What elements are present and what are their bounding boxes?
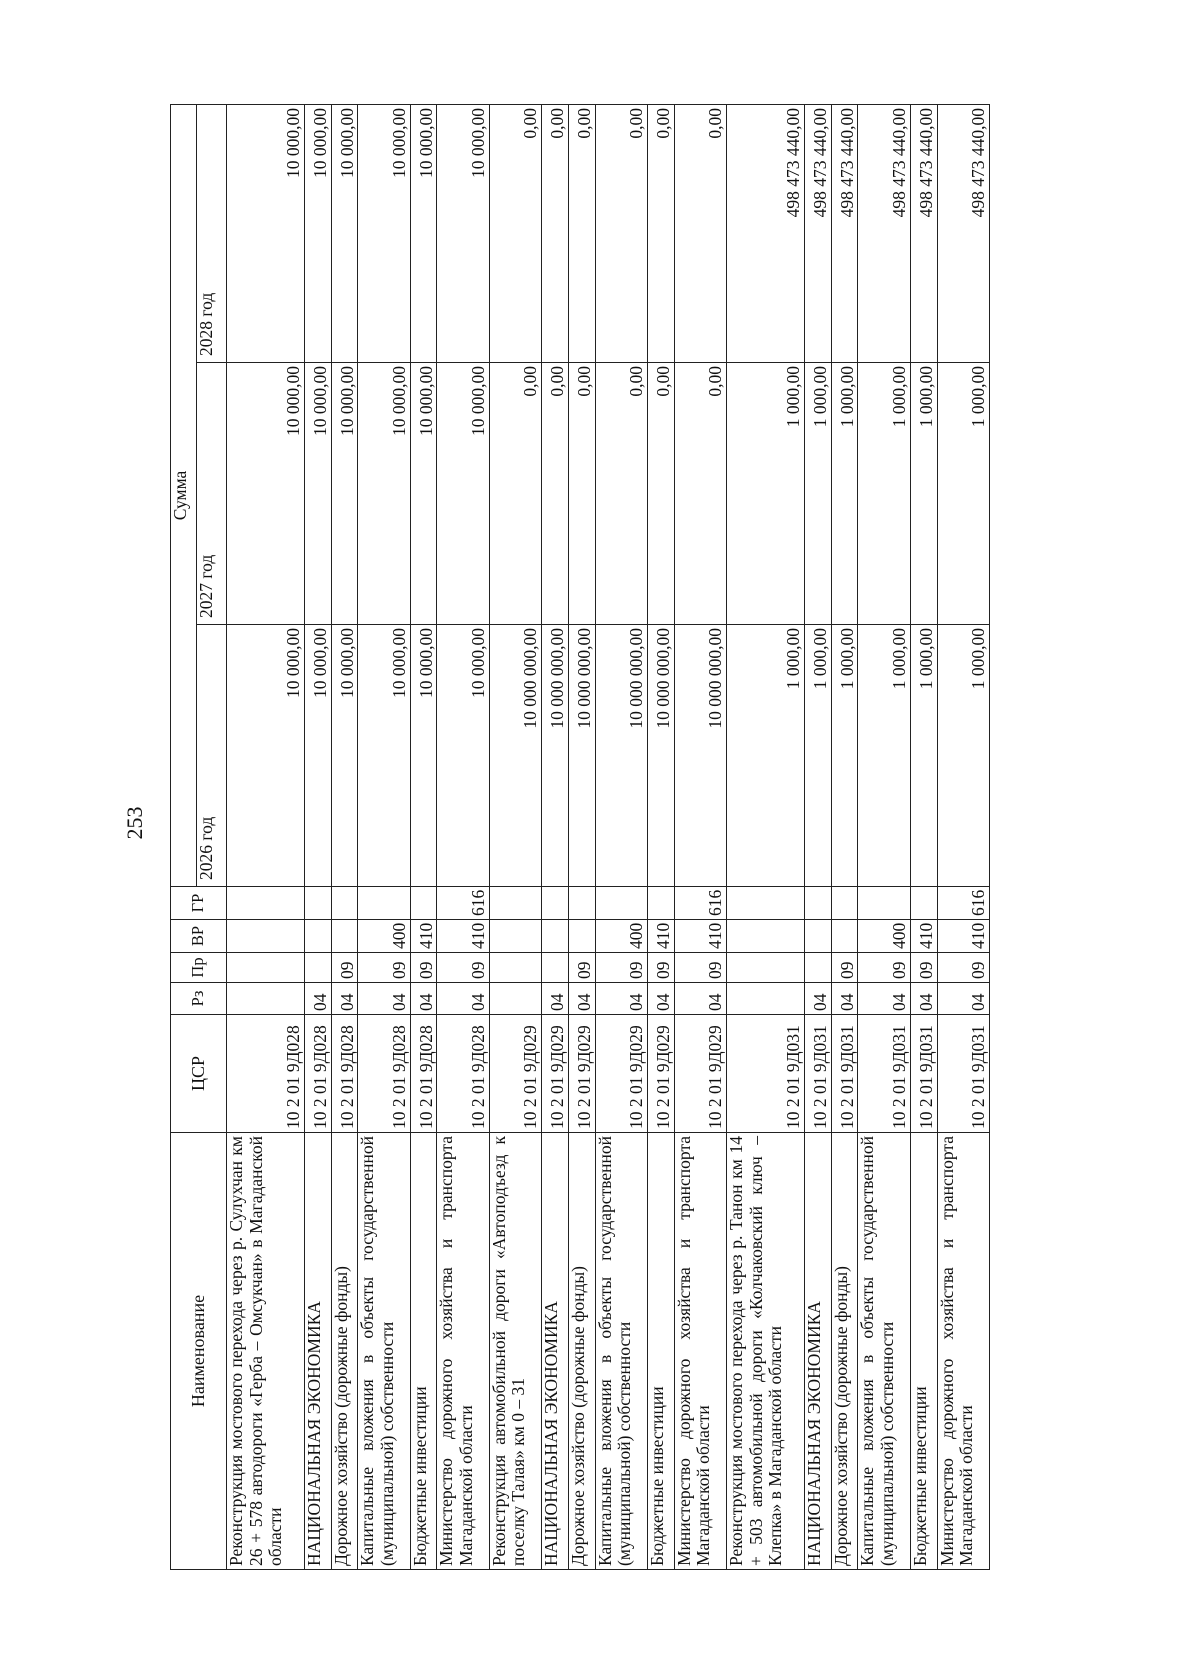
vr-cell [304,920,331,953]
amount-2026-cell: 1 000,00 [804,625,831,887]
amount-2026-cell: 10 000,00 [304,625,331,887]
vr-cell [331,920,358,953]
table-row [858,104,910,1569]
pr-cell: 09 [358,953,410,983]
table-header [171,104,227,1569]
amount-2026-cell: 10 000 000,00 [568,625,595,887]
amount-2028-cell: 10 000,00 [410,104,437,362]
csr-cell: 10 2 01 9Д029 [595,1015,647,1133]
amount-2027-cell: 10 000,00 [331,363,358,625]
csr-cell: 10 2 01 9Д031 [910,1015,937,1133]
gr-cell [831,887,858,920]
pr-cell [727,953,805,983]
pr-cell: 09 [858,953,910,983]
rz-cell: 04 [304,983,331,1015]
gr-cell [542,887,569,920]
pr-cell [542,953,569,983]
vr-cell: 400 [595,920,647,953]
rz-cell [727,983,805,1015]
amount-2027-cell: 1 000,00 [910,363,937,625]
rz-cell [227,983,305,1015]
vr-cell: 410 [647,920,674,953]
gr-cell: 616 [937,887,989,920]
name-cell: Реконструкция мостового перехода через р. Танон км 14 + 503 автомобильной дороги «Колчаковский ключ – Клепка» в Магаданской области [727,1133,805,1570]
amount-2026-cell: 10 000,00 [227,625,305,887]
gr-cell [304,887,331,920]
amount-2026-cell: 10 000 000,00 [542,625,569,887]
pr-cell: 09 [437,953,489,983]
csr-cell: 10 2 01 9Д031 [831,1015,858,1133]
table-row [674,104,726,1569]
amount-2026-cell: 10 000 000,00 [647,625,674,887]
rz-cell: 04 [804,983,831,1015]
csr-cell: 10 2 01 9Д028 [331,1015,358,1133]
amount-2026-cell: 10 000,00 [410,625,437,887]
amount-2027-cell: 0,00 [489,363,541,625]
name-cell: Реконструкция автомобильной дороги «Автоподъезд к поселку Талая» км 0 – 31 [489,1133,541,1570]
vr-cell [489,920,541,953]
table-row [489,104,541,1569]
header-rz: Рз [171,983,227,1015]
name-cell: НАЦИОНАЛЬНАЯ ЭКОНОМИКА [542,1133,569,1570]
amount-2027-cell: 1 000,00 [937,363,989,625]
rz-cell: 04 [858,983,910,1015]
amount-2027-cell: 0,00 [568,363,595,625]
header-sum: Сумма [171,104,197,886]
amount-2027-cell: 10 000,00 [304,363,331,625]
rz-cell: 04 [542,983,569,1015]
amount-2028-cell: 498 473 440,00 [858,104,910,362]
gr-cell [331,887,358,920]
gr-cell: 616 [674,887,726,920]
amount-2028-cell: 0,00 [647,104,674,362]
rz-cell: 04 [410,983,437,1015]
csr-cell: 10 2 01 9Д028 [358,1015,410,1133]
name-cell: Дорожное хозяйство (дорожные фонды) [331,1133,358,1570]
csr-cell: 10 2 01 9Д029 [542,1015,569,1133]
amount-2026-cell: 1 000,00 [858,625,910,887]
amount-2026-cell: 1 000,00 [727,625,805,887]
amount-2028-cell: 0,00 [595,104,647,362]
vr-cell: 410 [910,920,937,953]
amount-2028-cell: 0,00 [489,104,541,362]
gr-cell [595,887,647,920]
name-cell: Дорожное хозяйство (дорожные фонды) [831,1133,858,1570]
rz-cell: 04 [568,983,595,1015]
gr-cell [227,887,305,920]
csr-cell: 10 2 01 9Д031 [727,1015,805,1133]
csr-cell: 10 2 01 9Д029 [674,1015,726,1133]
amount-2028-cell: 498 473 440,00 [727,104,805,362]
pr-cell: 09 [910,953,937,983]
rz-cell: 04 [437,983,489,1015]
amount-2027-cell: 1 000,00 [831,363,858,625]
rz-cell: 04 [674,983,726,1015]
table-row [568,104,595,1569]
table-row [410,104,437,1569]
pr-cell: 09 [647,953,674,983]
amount-2026-cell: 10 000 000,00 [595,625,647,887]
pr-cell [489,953,541,983]
amount-2028-cell: 10 000,00 [227,104,305,362]
gr-cell [804,887,831,920]
name-cell: Капитальные вложения в объекты государственной (муниципальной) собственности [858,1133,910,1570]
gr-cell [358,887,410,920]
pr-cell: 09 [831,953,858,983]
name-cell: Реконструкция мостового перехода через р. Сулухчан км 26 + 578 автодороги «Герба – Омсукчан» в Магаданской области [227,1133,305,1570]
amount-2027-cell: 0,00 [542,363,569,625]
name-cell: Бюджетные инвестиции [410,1133,437,1570]
header-year-2026: 2026 год [197,625,227,887]
rz-cell: 04 [358,983,410,1015]
amount-2027-cell: 0,00 [595,363,647,625]
name-cell: Капитальные вложения в объекты государственной (муниципальной) собственности [358,1133,410,1570]
pr-cell: 09 [331,953,358,983]
rz-cell: 04 [910,983,937,1015]
amount-2028-cell: 498 473 440,00 [831,104,858,362]
name-cell: НАЦИОНАЛЬНАЯ ЭКОНОМИКА [304,1133,331,1570]
amount-2027-cell: 1 000,00 [727,363,805,625]
amount-2027-cell: 10 000,00 [227,363,305,625]
csr-cell: 10 2 01 9Д029 [568,1015,595,1133]
amount-2026-cell: 1 000,00 [937,625,989,887]
amount-2028-cell: 498 473 440,00 [804,104,831,362]
gr-cell [727,887,805,920]
vr-cell [831,920,858,953]
table-row [304,104,331,1569]
pr-cell: 09 [410,953,437,983]
vr-cell [227,920,305,953]
gr-cell: 616 [437,887,489,920]
amount-2028-cell: 0,00 [568,104,595,362]
vr-cell: 400 [858,920,910,953]
vr-cell [542,920,569,953]
vr-cell: 410 [437,920,489,953]
amount-2028-cell: 0,00 [674,104,726,362]
vr-cell [804,920,831,953]
rz-cell: 04 [831,983,858,1015]
csr-cell: 10 2 01 9Д028 [410,1015,437,1133]
pr-cell [804,953,831,983]
header-gr: ГР [171,887,227,920]
amount-2027-cell: 10 000,00 [358,363,410,625]
table-row [804,104,831,1569]
amount-2026-cell: 10 000,00 [331,625,358,887]
amount-2026-cell: 1 000,00 [910,625,937,887]
vr-cell: 410 [410,920,437,953]
amount-2028-cell: 10 000,00 [437,104,489,362]
budget-table-rotated [170,105,990,1570]
name-cell: НАЦИОНАЛЬНАЯ ЭКОНОМИКА [804,1133,831,1570]
amount-2026-cell: 10 000,00 [437,625,489,887]
gr-cell [858,887,910,920]
csr-cell: 10 2 01 9Д031 [937,1015,989,1133]
amount-2028-cell: 10 000,00 [331,104,358,362]
amount-2028-cell: 498 473 440,00 [910,104,937,362]
header-vr: ВР [171,920,227,953]
page-number: 253 [122,806,147,840]
header-year-2027: 2027 год [197,363,227,625]
amount-2027-cell: 0,00 [647,363,674,625]
table-row [910,104,937,1569]
table-row [358,104,410,1569]
header-name: Наименование [171,1133,227,1570]
amount-2028-cell: 498 473 440,00 [937,104,989,362]
vr-cell [568,920,595,953]
amount-2027-cell: 10 000,00 [410,363,437,625]
name-cell: Бюджетные инвестиции [910,1133,937,1570]
amount-2026-cell: 10 000,00 [358,625,410,887]
gr-cell [410,887,437,920]
amount-2027-cell: 0,00 [674,363,726,625]
csr-cell: 10 2 01 9Д031 [804,1015,831,1133]
table-row [727,104,805,1569]
pr-cell: 09 [568,953,595,983]
amount-2028-cell: 0,00 [542,104,569,362]
vr-cell: 410 [937,920,989,953]
table-row [595,104,647,1569]
header-year-2028: 2028 год [197,104,227,362]
csr-cell: 10 2 01 9Д029 [489,1015,541,1133]
table-row [331,104,358,1569]
csr-cell: 10 2 01 9Д028 [227,1015,305,1133]
name-cell: Дорожное хозяйство (дорожные фонды) [568,1133,595,1570]
vr-cell: 410 [674,920,726,953]
amount-2026-cell: 10 000 000,00 [674,625,726,887]
pr-cell [304,953,331,983]
csr-cell: 10 2 01 9Д031 [858,1015,910,1133]
csr-cell: 10 2 01 9Д029 [647,1015,674,1133]
name-cell: Министерство дорожного хозяйства и транспорта Магаданской области [437,1133,489,1570]
rz-cell: 04 [595,983,647,1015]
vr-cell: 400 [358,920,410,953]
amount-2027-cell: 1 000,00 [858,363,910,625]
table-row [831,104,858,1569]
gr-cell [489,887,541,920]
amount-2028-cell: 10 000,00 [358,104,410,362]
header-csr: ЦСР [171,1015,227,1133]
amount-2027-cell: 10 000,00 [437,363,489,625]
amount-2028-cell: 10 000,00 [304,104,331,362]
rz-cell: 04 [647,983,674,1015]
table-row [542,104,569,1569]
amount-2026-cell: 10 000 000,00 [489,625,541,887]
table-row [437,104,489,1569]
pr-cell [227,953,305,983]
header-pr: Пр [171,953,227,983]
rz-cell: 04 [937,983,989,1015]
amount-2027-cell: 1 000,00 [804,363,831,625]
gr-cell [910,887,937,920]
budget-table [170,104,990,1570]
rz-cell [489,983,541,1015]
table-row [937,104,989,1569]
name-cell: Министерство дорожного хозяйства и транспорта Магаданской области [937,1133,989,1570]
pr-cell: 09 [674,953,726,983]
amount-2026-cell: 1 000,00 [831,625,858,887]
table-body [227,104,990,1569]
vr-cell [727,920,805,953]
table-row [227,104,305,1569]
name-cell: Капитальные вложения в объекты государственной (муниципальной) собственности [595,1133,647,1570]
table-row [647,104,674,1569]
csr-cell: 10 2 01 9Д028 [304,1015,331,1133]
pr-cell: 09 [937,953,989,983]
csr-cell: 10 2 01 9Д028 [437,1015,489,1133]
gr-cell [647,887,674,920]
name-cell: Бюджетные инвестиции [647,1133,674,1570]
pr-cell: 09 [595,953,647,983]
gr-cell [568,887,595,920]
rz-cell: 04 [331,983,358,1015]
name-cell: Министерство дорожного хозяйства и транспорта Магаданской области [674,1133,726,1570]
